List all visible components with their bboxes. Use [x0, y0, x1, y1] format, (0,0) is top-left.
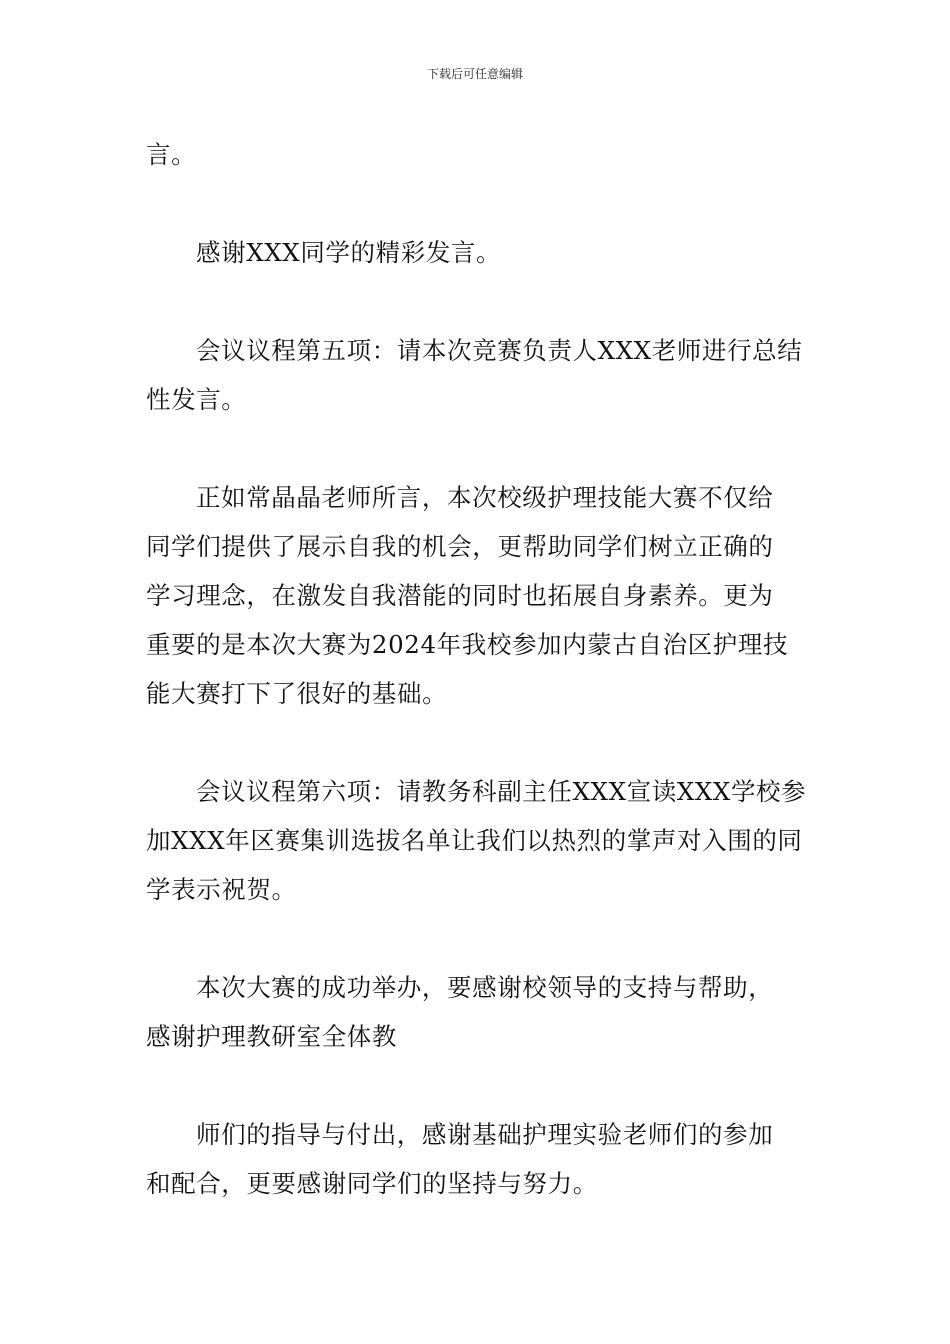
paragraph [146, 130, 808, 179]
text-line: 正如常晶晶老师所言，本次校级护理技能大赛不仅给 [196, 483, 774, 512]
paragraph [146, 1110, 808, 1208]
text-line: 学表示祝贺。 [146, 875, 297, 904]
text-line: 性发言。 [146, 385, 247, 414]
text-line: 学习理念，在激发自我潜能的同时也拓展自身素养。更为 [146, 581, 774, 610]
paragraph [146, 767, 808, 914]
text-line: 和配合，更要感谢同学们的坚持与努力。 [146, 1169, 598, 1198]
text-line: 同学们提供了展示自我的机会，更帮助同学们树立正确的 [146, 532, 774, 561]
text-line: 感谢XXX同学的精彩发言。 [196, 238, 502, 267]
text-line: 会议议程第五项：请本次竞赛负责人XXX老师进行总结 [196, 336, 803, 365]
text-line: 重要的是本次大赛为2024年我校参加内蒙古自治区护理技 [146, 630, 789, 659]
text-line: 言。 [146, 140, 197, 169]
text-line: 会议议程第六项：请教务科副主任XXX宣读XXX学校参 [196, 777, 807, 806]
paragraph [146, 228, 808, 277]
page-header: 下载后可任意编辑 [426, 67, 523, 81]
text-line: 感谢护理教研室全体教 [146, 1022, 397, 1051]
document-body [146, 130, 808, 1208]
text-line: 加XXX年区赛集训选拔名单让我们以热烈的掌声对入围的同 [146, 826, 803, 855]
paragraph [146, 326, 808, 424]
paragraph [146, 473, 808, 718]
paragraph [146, 963, 808, 1061]
text-line: 师们的指导与付出，感谢基础护理实验老师们的参加 [196, 1120, 774, 1149]
text-line: 能大赛打下了很好的基础。 [146, 679, 448, 708]
text-line: 本次大赛的成功举办，要感谢校领导的支持与帮助， [196, 973, 774, 1002]
